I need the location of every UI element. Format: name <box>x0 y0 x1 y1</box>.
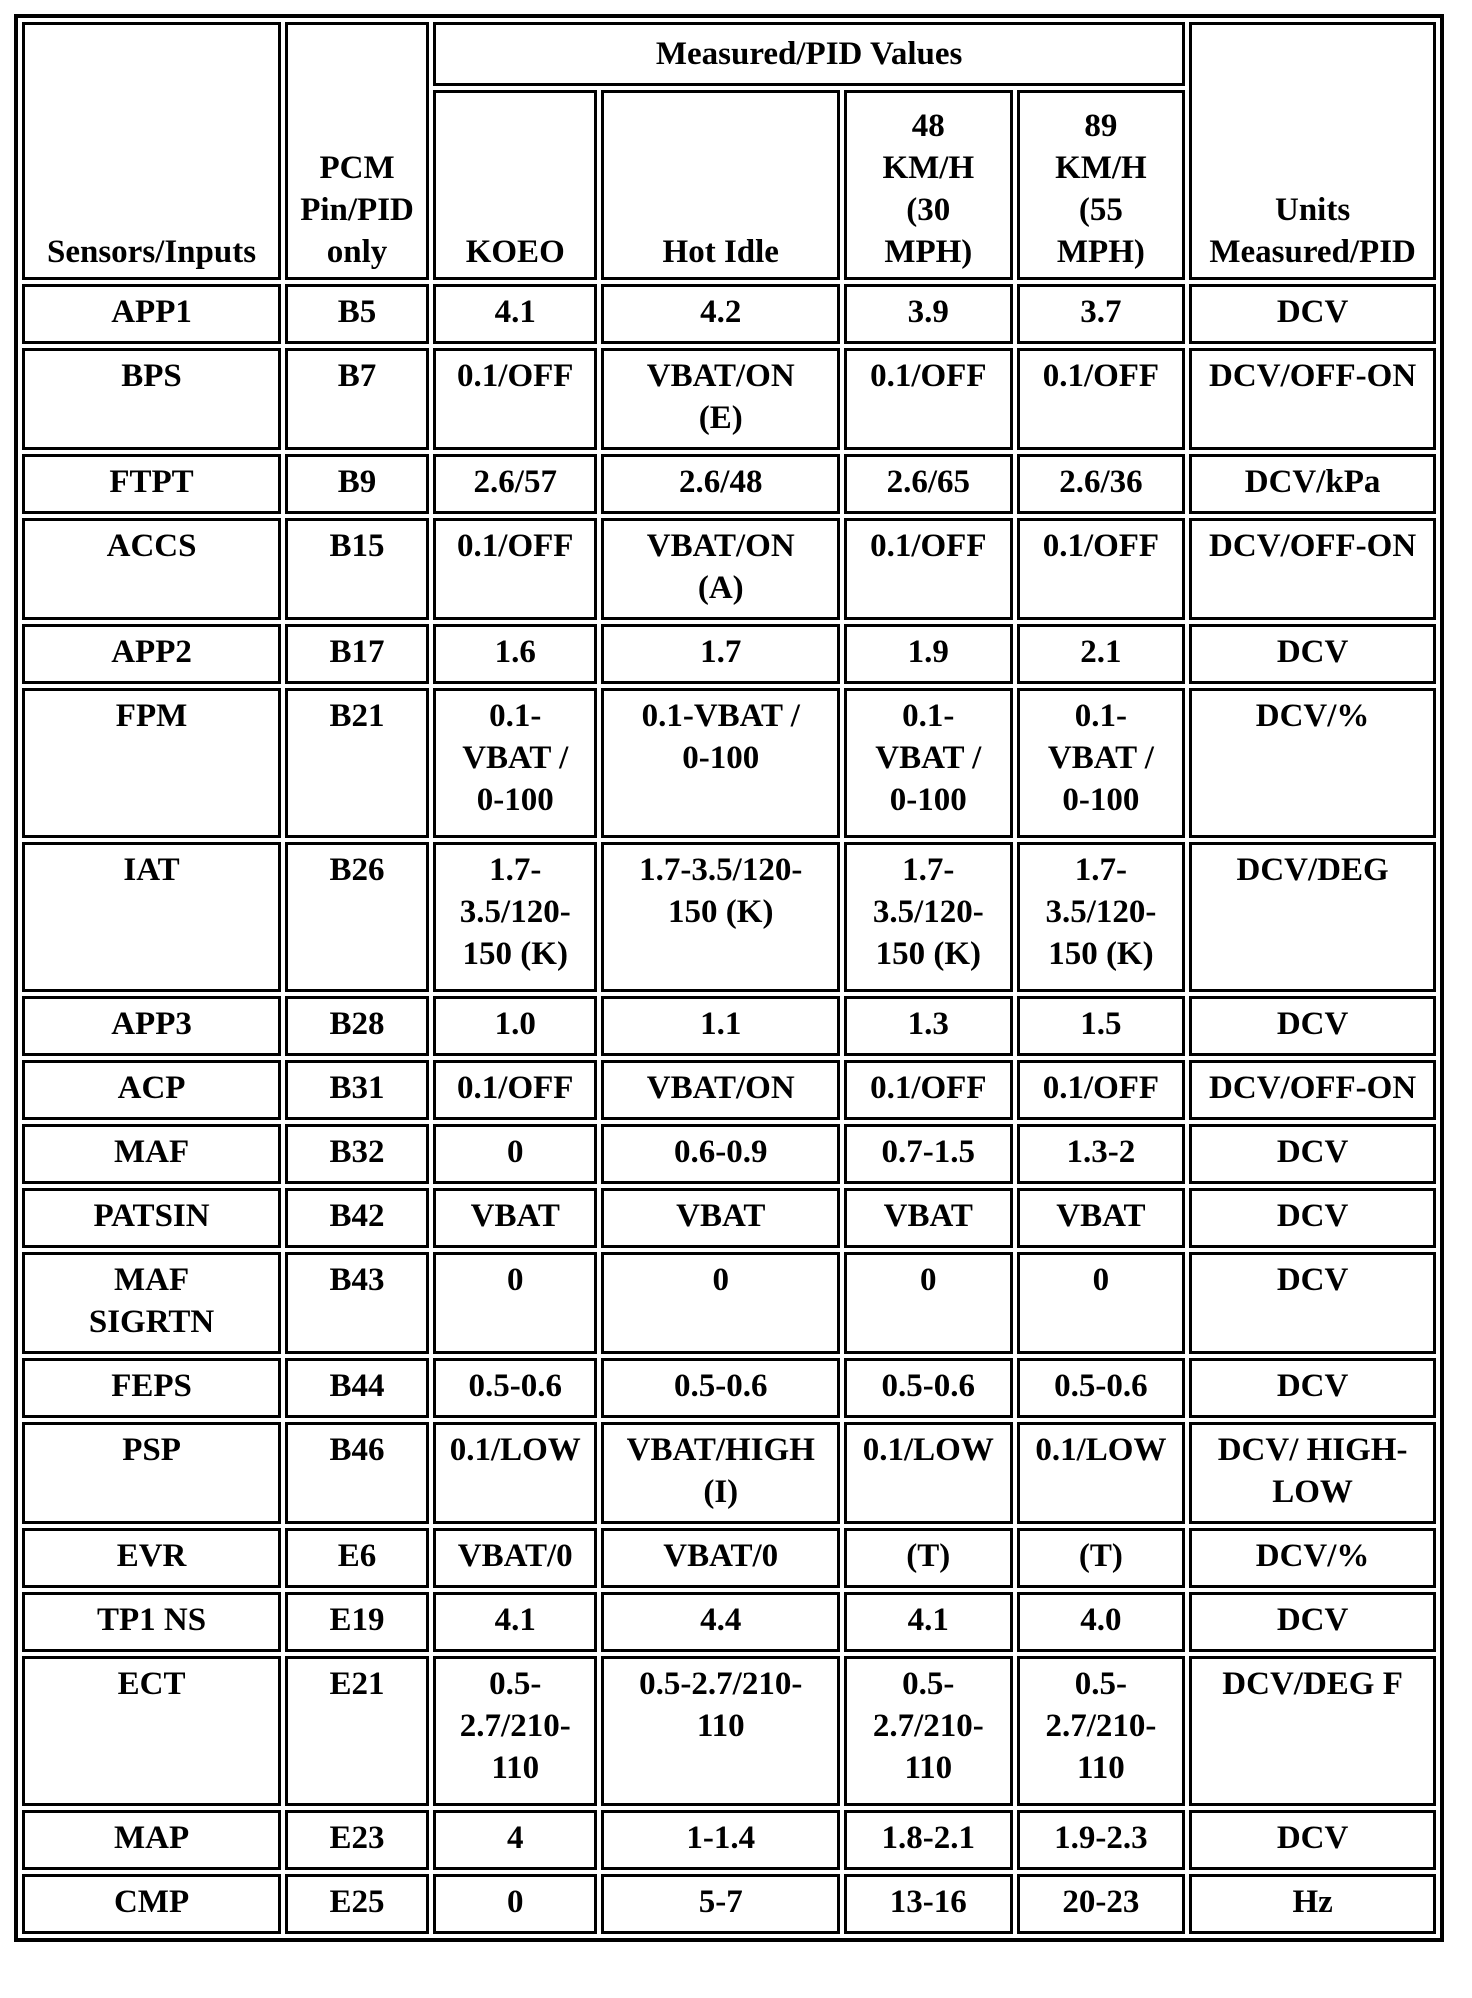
cell-units: DCV/OFF-ON <box>1189 348 1436 450</box>
cell-speed2: 0 <box>1017 1252 1186 1354</box>
table-row <box>22 1656 1436 1806</box>
header-speed-55mph: 89 KM/H (55 MPH) <box>1017 90 1186 280</box>
cell-koeo: VBAT/0 <box>433 1528 597 1588</box>
table-row <box>22 454 1436 514</box>
cell-hot-idle: VBAT/ON <box>601 1060 840 1120</box>
cell-koeo: 0.1/LOW <box>433 1422 597 1524</box>
cell-speed1: 1.9 <box>844 624 1013 684</box>
cell-units: DCV/% <box>1189 688 1436 838</box>
cell-hot-idle: 1.7-3.5/120- 150 (K) <box>601 842 840 992</box>
cell-speed2: 0.1- VBAT / 0-100 <box>1017 688 1186 838</box>
cell-speed1: 0.5- 2.7/210- 110 <box>844 1656 1013 1806</box>
cell-speed1: 1.3 <box>844 996 1013 1056</box>
cell-koeo: 4 <box>433 1810 597 1870</box>
cell-speed2: 4.0 <box>1017 1592 1186 1652</box>
cell-pin: E25 <box>285 1874 429 1934</box>
header-koeo: KOEO <box>433 90 597 280</box>
cell-speed2: 3.7 <box>1017 284 1186 344</box>
table-row <box>22 1528 1436 1588</box>
header-hot-idle: Hot Idle <box>601 90 840 280</box>
cell-sensor: APP2 <box>22 624 281 684</box>
cell-speed2: 1.3-2 <box>1017 1124 1186 1184</box>
cell-pin: B9 <box>285 454 429 514</box>
cell-koeo: 1.6 <box>433 624 597 684</box>
cell-units: DCV <box>1189 1592 1436 1652</box>
cell-pin: B5 <box>285 284 429 344</box>
table-row <box>22 1060 1436 1120</box>
cell-speed1: 13-16 <box>844 1874 1013 1934</box>
cell-hot-idle: 2.6/48 <box>601 454 840 514</box>
cell-pin: B28 <box>285 996 429 1056</box>
cell-speed2: 0.1/OFF <box>1017 348 1186 450</box>
table-row <box>22 1810 1436 1870</box>
cell-pin: E23 <box>285 1810 429 1870</box>
cell-speed1: 0.7-1.5 <box>844 1124 1013 1184</box>
cell-sensor: FTPT <box>22 454 281 514</box>
cell-speed2: 0.1/OFF <box>1017 518 1186 620</box>
cell-sensor: CMP <box>22 1874 281 1934</box>
table-row <box>22 518 1436 620</box>
cell-units: DCV <box>1189 1124 1436 1184</box>
cell-sensor: APP1 <box>22 284 281 344</box>
table-row <box>22 1874 1436 1934</box>
cell-koeo: 4.1 <box>433 1592 597 1652</box>
table-row <box>22 688 1436 838</box>
cell-speed1: 2.6/65 <box>844 454 1013 514</box>
cell-sensor: IAT <box>22 842 281 992</box>
cell-pin: B46 <box>285 1422 429 1524</box>
table-row <box>22 1422 1436 1524</box>
cell-koeo: 0 <box>433 1124 597 1184</box>
cell-pin: B31 <box>285 1060 429 1120</box>
header-pcm-pin: PCM Pin/PID only <box>285 22 429 280</box>
cell-units: DCV/ HIGH- LOW <box>1189 1422 1436 1524</box>
cell-koeo: 0.1- VBAT / 0-100 <box>433 688 597 838</box>
cell-speed1: 0.5-0.6 <box>844 1358 1013 1418</box>
cell-koeo: 2.6/57 <box>433 454 597 514</box>
cell-pin: B43 <box>285 1252 429 1354</box>
table-row <box>22 1592 1436 1652</box>
cell-units: DCV/OFF-ON <box>1189 1060 1436 1120</box>
cell-sensor: MAP <box>22 1810 281 1870</box>
cell-pin: E21 <box>285 1656 429 1806</box>
cell-pin: E6 <box>285 1528 429 1588</box>
cell-pin: B17 <box>285 624 429 684</box>
pid-values-sheet <box>14 14 1444 1984</box>
cell-hot-idle: 0.5-0.6 <box>601 1358 840 1418</box>
cell-hot-idle: 1.1 <box>601 996 840 1056</box>
table-row <box>22 842 1436 992</box>
cell-koeo: 0.5-0.6 <box>433 1358 597 1418</box>
cell-hot-idle: 0.5-2.7/210- 110 <box>601 1656 840 1806</box>
cell-speed1: 3.9 <box>844 284 1013 344</box>
cell-koeo: 0.1/OFF <box>433 518 597 620</box>
cell-speed1: 0.1/OFF <box>844 1060 1013 1120</box>
cell-koeo: 0 <box>433 1252 597 1354</box>
cell-units: Hz <box>1189 1874 1436 1934</box>
cell-units: DCV/DEG F <box>1189 1656 1436 1806</box>
cell-speed2: 0.5- 2.7/210- 110 <box>1017 1656 1186 1806</box>
cell-sensor: BPS <box>22 348 281 450</box>
table-row <box>22 284 1436 344</box>
cell-sensor: TP1 NS <box>22 1592 281 1652</box>
cell-sensor: ACCS <box>22 518 281 620</box>
cell-koeo: 0.5- 2.7/210- 110 <box>433 1656 597 1806</box>
cell-pin: B7 <box>285 348 429 450</box>
cell-pin: B21 <box>285 688 429 838</box>
cell-koeo: 1.7- 3.5/120- 150 (K) <box>433 842 597 992</box>
table-row <box>22 996 1436 1056</box>
cell-sensor: ECT <box>22 1656 281 1806</box>
cell-hot-idle: VBAT/HIGH (I) <box>601 1422 840 1524</box>
cell-koeo: VBAT <box>433 1188 597 1248</box>
cell-pin: B26 <box>285 842 429 992</box>
cell-hot-idle: 1.7 <box>601 624 840 684</box>
cell-sensor: PATSIN <box>22 1188 281 1248</box>
cell-pin: B44 <box>285 1358 429 1418</box>
cell-koeo: 0 <box>433 1874 597 1934</box>
cell-speed1: 1.8-2.1 <box>844 1810 1013 1870</box>
cell-koeo: 4.1 <box>433 284 597 344</box>
cell-units: DCV <box>1189 1252 1436 1354</box>
cell-sensor: FEPS <box>22 1358 281 1418</box>
cell-speed1: 1.7- 3.5/120- 150 (K) <box>844 842 1013 992</box>
header-units: Units Measured/PID <box>1189 22 1436 280</box>
cell-units: DCV <box>1189 1358 1436 1418</box>
cell-sensor: PSP <box>22 1422 281 1524</box>
cell-speed1: 0.1- VBAT / 0-100 <box>844 688 1013 838</box>
cell-sensor: APP3 <box>22 996 281 1056</box>
cell-pin: E19 <box>285 1592 429 1652</box>
cell-units: DCV <box>1189 284 1436 344</box>
cell-units: DCV/kPa <box>1189 454 1436 514</box>
cell-units: DCV <box>1189 624 1436 684</box>
cell-koeo: 0.1/OFF <box>433 348 597 450</box>
cell-speed1: 0.1/OFF <box>844 348 1013 450</box>
cell-speed2: 0.1/OFF <box>1017 1060 1186 1120</box>
table-row <box>22 1252 1436 1354</box>
cell-units: DCV <box>1189 1188 1436 1248</box>
cell-speed1: (T) <box>844 1528 1013 1588</box>
cell-units: DCV <box>1189 996 1436 1056</box>
cell-speed2: 1.7- 3.5/120- 150 (K) <box>1017 842 1186 992</box>
table-row <box>22 624 1436 684</box>
table-row <box>22 348 1436 450</box>
cell-koeo: 0.1/OFF <box>433 1060 597 1120</box>
cell-speed1: 0.1/OFF <box>844 518 1013 620</box>
cell-sensor: MAF SIGRTN <box>22 1252 281 1354</box>
cell-units: DCV <box>1189 1810 1436 1870</box>
cell-speed2: 1.9-2.3 <box>1017 1810 1186 1870</box>
cell-units: DCV/DEG <box>1189 842 1436 992</box>
cell-speed2: VBAT <box>1017 1188 1186 1248</box>
cell-hot-idle: 0.1-VBAT / 0-100 <box>601 688 840 838</box>
cell-sensor: ACP <box>22 1060 281 1120</box>
cell-pin: B15 <box>285 518 429 620</box>
cell-speed2: 0.1/LOW <box>1017 1422 1186 1524</box>
cell-speed1: 0 <box>844 1252 1013 1354</box>
cell-hot-idle: 5-7 <box>601 1874 840 1934</box>
cell-hot-idle: 4.4 <box>601 1592 840 1652</box>
header-speed-30mph: 48 KM/H (30 MPH) <box>844 90 1013 280</box>
cell-sensor: MAF <box>22 1124 281 1184</box>
cell-hot-idle: 0 <box>601 1252 840 1354</box>
cell-sensor: FPM <box>22 688 281 838</box>
cell-hot-idle: VBAT <box>601 1188 840 1248</box>
header-measured-pid-values: Measured/PID Values <box>433 22 1185 86</box>
header-sensors-inputs: Sensors/Inputs <box>22 22 281 280</box>
cell-speed1: 4.1 <box>844 1592 1013 1652</box>
cell-hot-idle: 0.6-0.9 <box>601 1124 840 1184</box>
cell-hot-idle: VBAT/ON (A) <box>601 518 840 620</box>
cell-hot-idle: VBAT/ON (E) <box>601 348 840 450</box>
table-row <box>22 1188 1436 1248</box>
cell-speed1: 0.1/LOW <box>844 1422 1013 1524</box>
cell-koeo: 1.0 <box>433 996 597 1056</box>
table-row <box>22 1124 1436 1184</box>
cell-speed2: 2.1 <box>1017 624 1186 684</box>
cell-units: DCV/% <box>1189 1528 1436 1588</box>
cell-hot-idle: 1-1.4 <box>601 1810 840 1870</box>
cell-speed1: VBAT <box>844 1188 1013 1248</box>
cell-speed2: (T) <box>1017 1528 1186 1588</box>
cell-hot-idle: VBAT/0 <box>601 1528 840 1588</box>
cell-pin: B42 <box>285 1188 429 1248</box>
cell-hot-idle: 4.2 <box>601 284 840 344</box>
table-row <box>22 1358 1436 1418</box>
cell-speed2: 20-23 <box>1017 1874 1186 1934</box>
cell-speed2: 2.6/36 <box>1017 454 1186 514</box>
cell-sensor: EVR <box>22 1528 281 1588</box>
cell-pin: B32 <box>285 1124 429 1184</box>
pid-values-table <box>14 14 1444 1942</box>
cell-speed2: 1.5 <box>1017 996 1186 1056</box>
cell-speed2: 0.5-0.6 <box>1017 1358 1186 1418</box>
cell-units: DCV/OFF-ON <box>1189 518 1436 620</box>
